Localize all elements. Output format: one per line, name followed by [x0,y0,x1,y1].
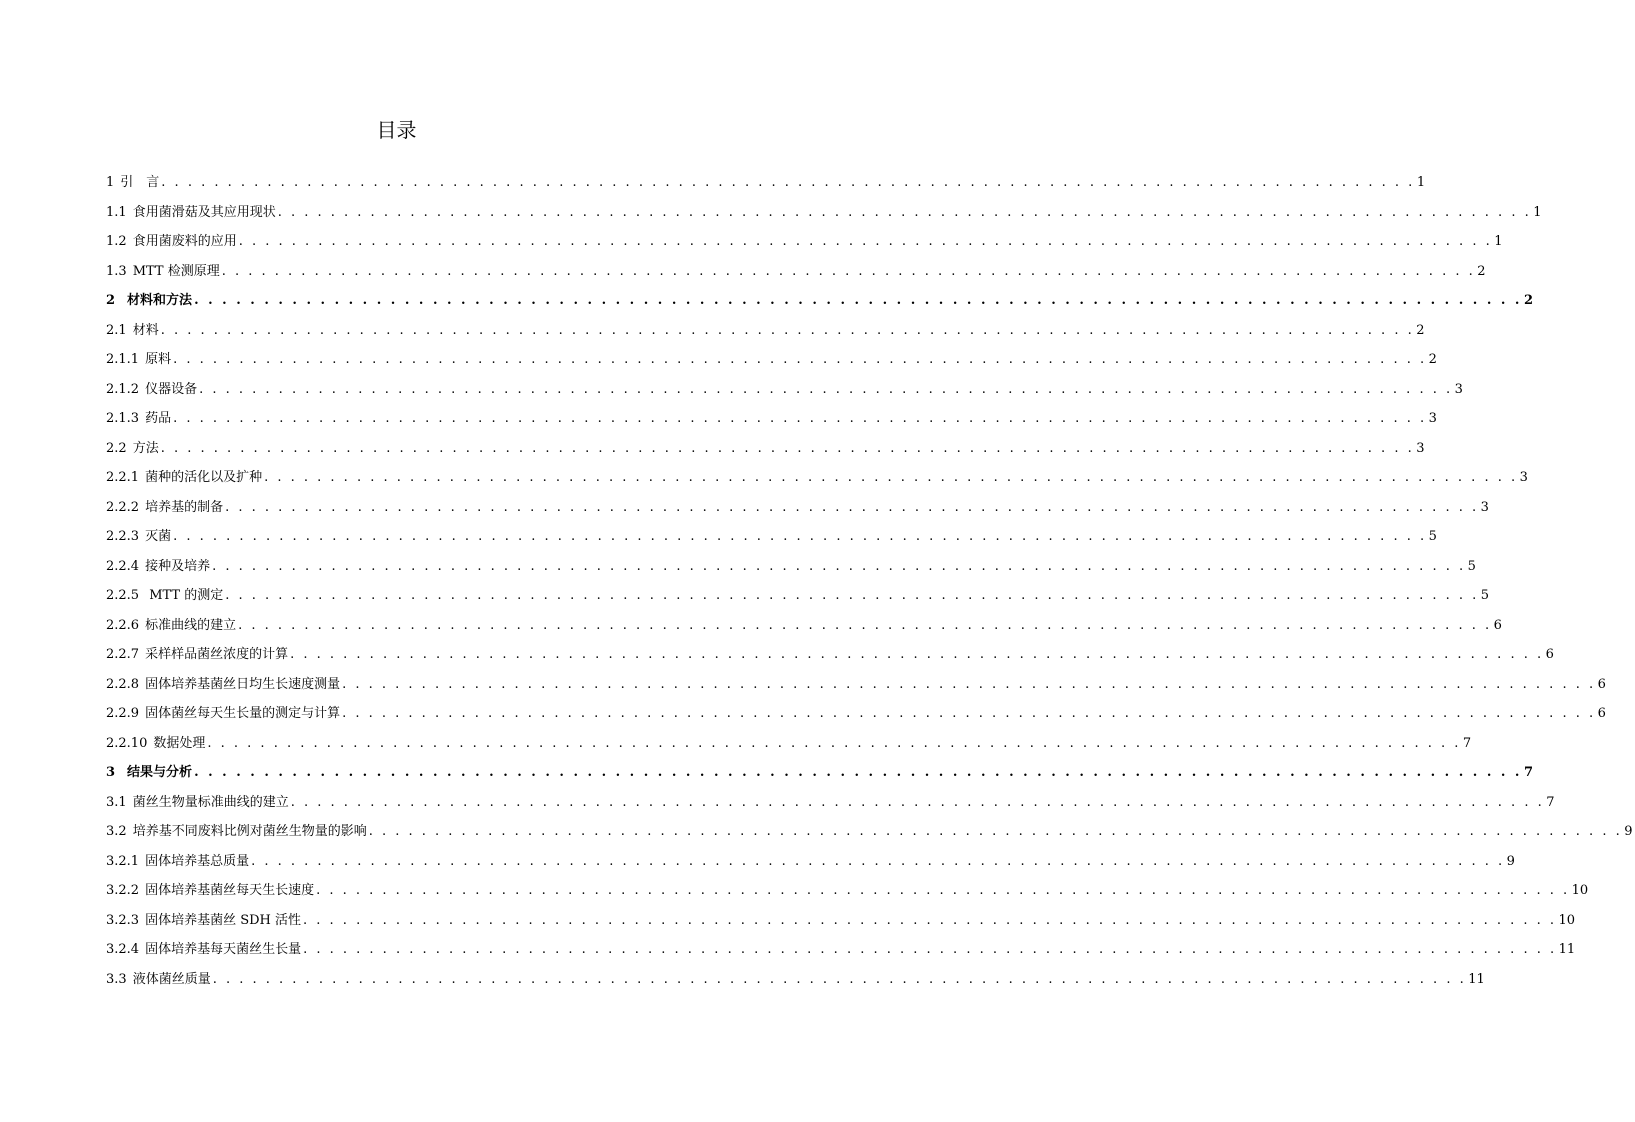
toc-entry-text: 食用菌废料的应用 [132,234,237,249]
toc-entry-text: 培养基不同废料比例对菌丝生物量的影响 [132,824,367,839]
toc-entry-number: 3.2.1 [106,853,140,869]
toc-entry[interactable] [106,847,1515,877]
toc-entry[interactable] [106,758,1534,788]
toc-entry[interactable] [106,286,1534,316]
table-of-contents [106,168,1633,994]
toc-dot-leader: . . . . . . . . . . . . . . . . . . . . . . . . . . . . . . . . . . . . . . . . . . . . . . . . . . . . . . . . . . . . . . . . . . . . . . . . . . . . . . . . . . . . . . . . . . . . . . . [342,676,1596,692]
toc-dot-leader: . . . . . . . . . . . . . . . . . . . . . . . . . . . . . . . . . . . . . . . . . . . . . . . . . . . . . . . . . . . . . . . . . . . . . . . . . . . . . . . . . . . . . . . . . . . . . . . [225,588,1479,603]
toc-entry[interactable] [106,522,1437,552]
toc-entry-number: 3.2.4 [106,942,140,957]
toc-dot-leader: . . . . . . . . . . . . . . . . . . . . . . . . . . . . . . . . . . . . . . . . . . . . . . . . . . . . . . . . . . . . . . . . . . . . . . . . . . . . . . . . . . . . . . . . . . . . . . . [251,853,1505,869]
toc-entry-title [106,493,223,523]
toc-entry-text: 固体培养基总质量 [145,853,250,869]
toc-entry[interactable] [106,876,1589,906]
toc-entry-number: 2.1.3 [106,411,140,426]
toc-entry-text: 药品 [145,411,172,426]
toc-page-number: 5 [1428,529,1437,544]
toc-entry-title [106,198,276,228]
toc-entry-number: 2.2.1 [106,470,140,485]
toc-entry-title [106,906,301,936]
toc-page-number: 7 [1462,735,1472,751]
toc-entry-number: 3.2 [106,824,127,839]
toc-page-number: 10 [1571,883,1589,898]
toc-dot-leader: . . . . . . . . . . . . . . . . . . . . . . . . . . . . . . . . . . . . . . . . . . . . . . . . . . . . . . . . . . . . . . . . . . . . . . . . . . . . . . . . . . . . . . . . . . . . . . . [173,352,1427,367]
toc-entry-text: 仪器设备 [145,381,198,397]
toc-page-number: 1 [1533,204,1542,220]
toc-entry[interactable] [106,699,1606,729]
toc-entry-title [106,876,314,906]
toc-entry-number: 1.1 [106,204,127,220]
toc-entry[interactable] [106,640,1554,670]
toc-dot-leader: . . . . . . . . . . . . . . . . . . . . . . . . . . . . . . . . . . . . . . . . . . . . . . . . . . . . . . . . . . . . . . . . . . . . . . . . . . . . . . . . . . . . . . . . . . . . . . . [160,440,1415,456]
toc-entry-text: 材料和方法 [127,293,193,308]
toc-entry-number: 2.1 [106,322,127,338]
toc-dot-leader: . . . . . . . . . . . . . . . . . . . . . . . . . . . . . . . . . . . . . . . . . . . . . . . . . . . . . . . . . . . . . . . . . . . . . . . . . . . . . . . . . . . . . . . . . . . . . . . [316,883,1570,898]
toc-dot-leader: . . . . . . . . . . . . . . . . . . . . . . . . . . . . . . . . . . . . . . . . . . . . . . . . . . . . . . . . . . . . . . . . . . . . . . . . . . . . . . . . . . . . . . . . . . . . . . . [212,558,1466,574]
toc-entry[interactable] [106,198,1542,228]
toc-entry-title [106,581,223,611]
toc-entry-number: 2.1.2 [106,381,140,397]
toc-page-number: 2 [1477,263,1486,279]
toc-entry-number: 2.2.7 [106,647,140,662]
toc-entry[interactable] [106,257,1486,287]
toc-entry[interactable] [106,817,1633,847]
toc-entry-title [106,788,289,818]
toc-entry-text: 采样样品菌丝浓度的计算 [145,647,289,662]
toc-entry-text: 固体菌丝每天生长量的测定与计算 [145,706,341,721]
toc-entry-text: 数据处理 [153,735,206,751]
toc-entry-number: 1 [106,175,115,190]
toc-entry-title [106,227,237,257]
toc-entry-text: 标准曲线的建立 [145,617,237,633]
toc-entry-title [106,729,205,759]
toc-entry[interactable] [106,788,1555,818]
toc-page-number: 2 [1428,352,1437,367]
toc-entry-title [106,670,340,700]
toc-entry[interactable] [106,906,1576,936]
toc-dot-leader: . . . . . . . . . . . . . . . . . . . . . . . . . . . . . . . . . . . . . . . . . . . . . . . . . . . . . . . . . . . . . . . . . . . . . . . . . . . . . . . . . . . . . . . . . . . . . . . [277,204,1532,220]
toc-dot-leader: . . . . . . . . . . . . . . . . . . . . . . . . . . . . . . . . . . . . . . . . . . . . . . . . . . . . . . . . . . . . . . . . . . . . . . . . . . . . . . . . . . . . . . . . . . . . . . . [160,322,1415,338]
toc-page-number: 6 [1493,617,1502,633]
toc-entry-title [106,316,159,346]
toc-entry-text: 食用菌滑菇及其应用现状 [132,204,276,220]
toc-entry-number: 2.2.3 [106,529,140,544]
toc-dot-leader: . . . . . . . . . . . . . . . . . . . . . . . . . . . . . . . . . . . . . . . . . . . . . . . . . . . . . . . . . . . . . . . . . . . . . . . . . . . . . . . . . . . . . . . . . . . . . . . [290,647,1544,662]
toc-page-number: 3 [1428,411,1437,426]
toc-entry-title [106,699,340,729]
toc-entry-number: 2.2 [106,440,127,456]
toc-entry-number: 2 [106,293,116,308]
toc-entry[interactable] [106,670,1606,700]
toc-dot-leader: . . . . . . . . . . . . . . . . . . . . . . . . . . . . . . . . . . . . . . . . . . . . . . . . . . . . . . . . . . . . . . . . . . . . . . . . . . . . . . . . . . . . . . . . . . . . . . . [264,470,1518,485]
toc-entry-number: 3.3 [106,971,127,987]
toc-dot-leader: . . . . . . . . . . . . . . . . . . . . . . . . . . . . . . . . . . . . . . . . . . . . . . . . . . . . . . . . . . . . . . . . . . . . . . . . . . . . . . . . . . . . . . . . . . . . . . . [303,912,1557,928]
toc-page-number: 2 [1523,293,1534,308]
toc-dot-leader: . . . . . . . . . . . . . . . . . . . . . . . . . . . . . . . . . . . . . . . . . . . . . . . . . . . . . . . . . . . . . . . . . . . . . . . . . . . . . . . . . . . . . . . . . . . . . . . [173,529,1427,544]
toc-entry-number: 2.2.5 [106,588,140,603]
toc-entry[interactable] [106,375,1463,405]
toc-entry-title [106,522,171,552]
toc-entry-title [106,463,262,493]
toc-entry[interactable] [106,227,1503,257]
toc-page-number: 11 [1558,942,1576,957]
toc-entry-text: 引 言 [120,175,160,190]
toc-entry-text: 灭菌 [145,529,172,544]
toc-page-number: 6 [1597,706,1606,721]
toc-dot-leader: . . . . . . . . . . . . . . . . . . . . . . . . . . . . . . . . . . . . . . . . . . . . . . . . . . . . . . . . . . . . . . . . . . . . . . . . . . . . . . . . . . . . . . . . . . . . . . . [290,794,1545,810]
toc-page-number: 5 [1467,558,1476,574]
toc-entry-text: 菌种的活化以及扩种 [145,470,263,485]
toc-entry[interactable] [106,965,1485,995]
toc-page-number: 2 [1416,322,1425,338]
toc-entry-text: 菌丝生物量标准曲线的建立 [132,794,289,810]
toc-entry-number: 2.2.9 [106,706,140,721]
toc-entry-title [106,640,288,670]
toc-page-number: 9 [1624,824,1633,839]
toc-dot-leader: . . . . . . . . . . . . . . . . . . . . . . . . . . . . . . . . . . . . . . . . . . . . . . . . . . . . . . . . . . . . . . . . . . . . . . . . . . . . . . . . . . . . . . . . . . . . . . . [368,824,1623,839]
toc-entry-text: 材料 [132,322,159,338]
toc-dot-leader: . . . . . . . . . . . . . . . . . . . . . . . . . . . . . . . . . . . . . . . . . . . . . . . . . . . . . . . . . . . . . . . . . . . . . . . . . . . . . . . . . . . . . . . . . . . . . . . [225,499,1479,515]
toc-entry-title [106,257,220,287]
toc-page-number: 7 [1546,794,1555,810]
toc-entry-title [106,847,249,877]
toc-entry-text: 固体培养基菌丝每天生长速度 [145,883,315,898]
toc-dot-leader: . . . . . . . . . . . . . . . . . . . . . . . . . . . . . . . . . . . . . . . . . . . . . . . . . . . . . . . . . . . . . . . . . . . . . . . . . . . . . . . . . . . . . . . . . . . . . . . [212,971,1467,987]
toc-entry-number: 3 [106,765,116,780]
toc-entry-title [106,404,171,434]
toc-entry-title [106,345,171,375]
toc-entry-text: 固体培养基每天菌丝生长量 [145,942,302,957]
page-title: 目录 [376,118,417,142]
toc-entry-number: 1.2 [106,234,127,249]
toc-page-number: 11 [1468,971,1485,987]
toc-entry-text: 固体培养基菌丝 SDH 活性 [145,912,302,928]
toc-entry-title [106,552,210,582]
toc-entry[interactable] [106,434,1425,464]
toc-page-number: 1 [1494,234,1503,249]
toc-entry-text: 固体培养基菌丝日均生长速度测量 [145,676,341,692]
toc-entry-text: 方法 [132,440,159,456]
toc-entry-text: 液体菌丝质量 [132,971,211,987]
toc-entry-number: 3.1 [106,794,127,810]
toc-entry[interactable] [106,935,1576,965]
toc-dot-leader: . . . . . . . . . . . . . . . . . . . . . . . . . . . . . . . . . . . . . . . . . . . . . . . . . . . . . . . . . . . . . . . . . . . . . . . . . . . . . . . . . . . . . . . . . . . . . . . [194,765,1522,780]
toc-entry-title [106,935,301,965]
toc-page-number: 3 [1416,440,1425,456]
toc-page-number: 3 [1519,470,1528,485]
toc-entry-number: 1.3 [106,263,127,279]
toc-page-number: 3 [1454,381,1463,397]
toc-entry[interactable] [106,463,1528,493]
toc-page-number: 3 [1480,499,1489,515]
toc-entry-number: 2.2.6 [106,617,140,633]
toc-dot-leader: . . . . . . . . . . . . . . . . . . . . . . . . . . . . . . . . . . . . . . . . . . . . . . . . . . . . . . . . . . . . . . . . . . . . . . . . . . . . . . . . . . . . . . . . . . . . . . . [173,411,1427,426]
toc-dot-leader: . . . . . . . . . . . . . . . . . . . . . . . . . . . . . . . . . . . . . . . . . . . . . . . . . . . . . . . . . . . . . . . . . . . . . . . . . . . . . . . . . . . . . . . . . . . . . . . [207,735,1461,751]
toc-dot-leader: . . . . . . . . . . . . . . . . . . . . . . . . . . . . . . . . . . . . . . . . . . . . . . . . . . . . . . . . . . . . . . . . . . . . . . . . . . . . . . . . . . . . . . . . . . . . . . . [194,293,1522,308]
toc-entry-text: 原料 [145,352,172,367]
toc-entry-title [106,817,367,847]
toc-entry[interactable] [106,493,1489,523]
toc-entry-number: 2.2.2 [106,499,140,515]
toc-dot-leader: . . . . . . . . . . . . . . . . . . . . . . . . . . . . . . . . . . . . . . . . . . . . . . . . . . . . . . . . . . . . . . . . . . . . . . . . . . . . . . . . . . . . . . . . . . . . . . . [238,617,1492,633]
toc-entry-number: 2.1.1 [106,352,140,367]
toc-entry[interactable] [106,316,1425,346]
toc-page-number: 9 [1506,853,1515,869]
toc-entry-number: 3.2.2 [106,883,140,898]
toc-entry-text: 结果与分析 [127,765,193,780]
toc-entry[interactable] [106,611,1502,641]
toc-page-number: 7 [1523,765,1534,780]
toc-entry-number: 2.2.10 [106,735,148,751]
toc-entry-number: 3.2.3 [106,912,140,928]
toc-entry-title [106,965,211,995]
toc-entry-title [106,758,192,788]
toc-entry[interactable] [106,404,1437,434]
toc-entry-text: 培养基的制备 [145,499,224,515]
toc-dot-leader: . . . . . . . . . . . . . . . . . . . . . . . . . . . . . . . . . . . . . . . . . . . . . . . . . . . . . . . . . . . . . . . . . . . . . . . . . . . . . . . . . . . . . . . . . . . . . . . [238,234,1493,249]
toc-dot-leader: . . . . . . . . . . . . . . . . . . . . . . . . . . . . . . . . . . . . . . . . . . . . . . . . . . . . . . . . . . . . . . . . . . . . . . . . . . . . . . . . . . . . . . . . . . . . . . . [199,381,1453,397]
toc-entry[interactable] [106,168,1426,198]
toc-dot-leader: . . . . . . . . . . . . . . . . . . . . . . . . . . . . . . . . . . . . . . . . . . . . . . . . . . . . . . . . . . . . . . . . . . . . . . . . . . . . . . . . . . . . . . . . . . . . . . . [221,263,1476,279]
toc-page-number: 10 [1558,912,1576,928]
toc-entry-title [106,434,159,464]
toc-entry-number: 2.2.8 [106,676,140,692]
toc-entry-title [106,375,197,405]
toc-page-number: 5 [1480,588,1490,603]
toc-page-number: 6 [1597,676,1606,692]
toc-entry-title [106,286,192,316]
toc-page-number: 6 [1545,647,1554,662]
toc-dot-leader: . . . . . . . . . . . . . . . . . . . . . . . . . . . . . . . . . . . . . . . . . . . . . . . . . . . . . . . . . . . . . . . . . . . . . . . . . . . . . . . . . . . . . . . . . . . . . . . [303,942,1557,957]
toc-entry-text: 接种及培养 [145,558,211,574]
toc-entry[interactable] [106,552,1476,582]
toc-entry[interactable] [106,581,1490,611]
toc-entry-text: MTT 检测原理 [132,263,220,279]
toc-page-number: 1 [1416,175,1426,190]
toc-dot-leader: . . . . . . . . . . . . . . . . . . . . . . . . . . . . . . . . . . . . . . . . . . . . . . . . . . . . . . . . . . . . . . . . . . . . . . . . . . . . . . . . . . . . . . . . . . . . . . . [161,175,1415,190]
toc-entry-title [106,168,159,198]
toc-entry[interactable] [106,729,1472,759]
toc-entry-number: 2.2.4 [106,558,140,574]
toc-entry[interactable] [106,345,1437,375]
toc-entry-text: MTT 的测定 [145,588,224,603]
toc-entry-title [106,611,236,641]
toc-dot-leader: . . . . . . . . . . . . . . . . . . . . . . . . . . . . . . . . . . . . . . . . . . . . . . . . . . . . . . . . . . . . . . . . . . . . . . . . . . . . . . . . . . . . . . . . . . . . . . . [342,706,1596,721]
